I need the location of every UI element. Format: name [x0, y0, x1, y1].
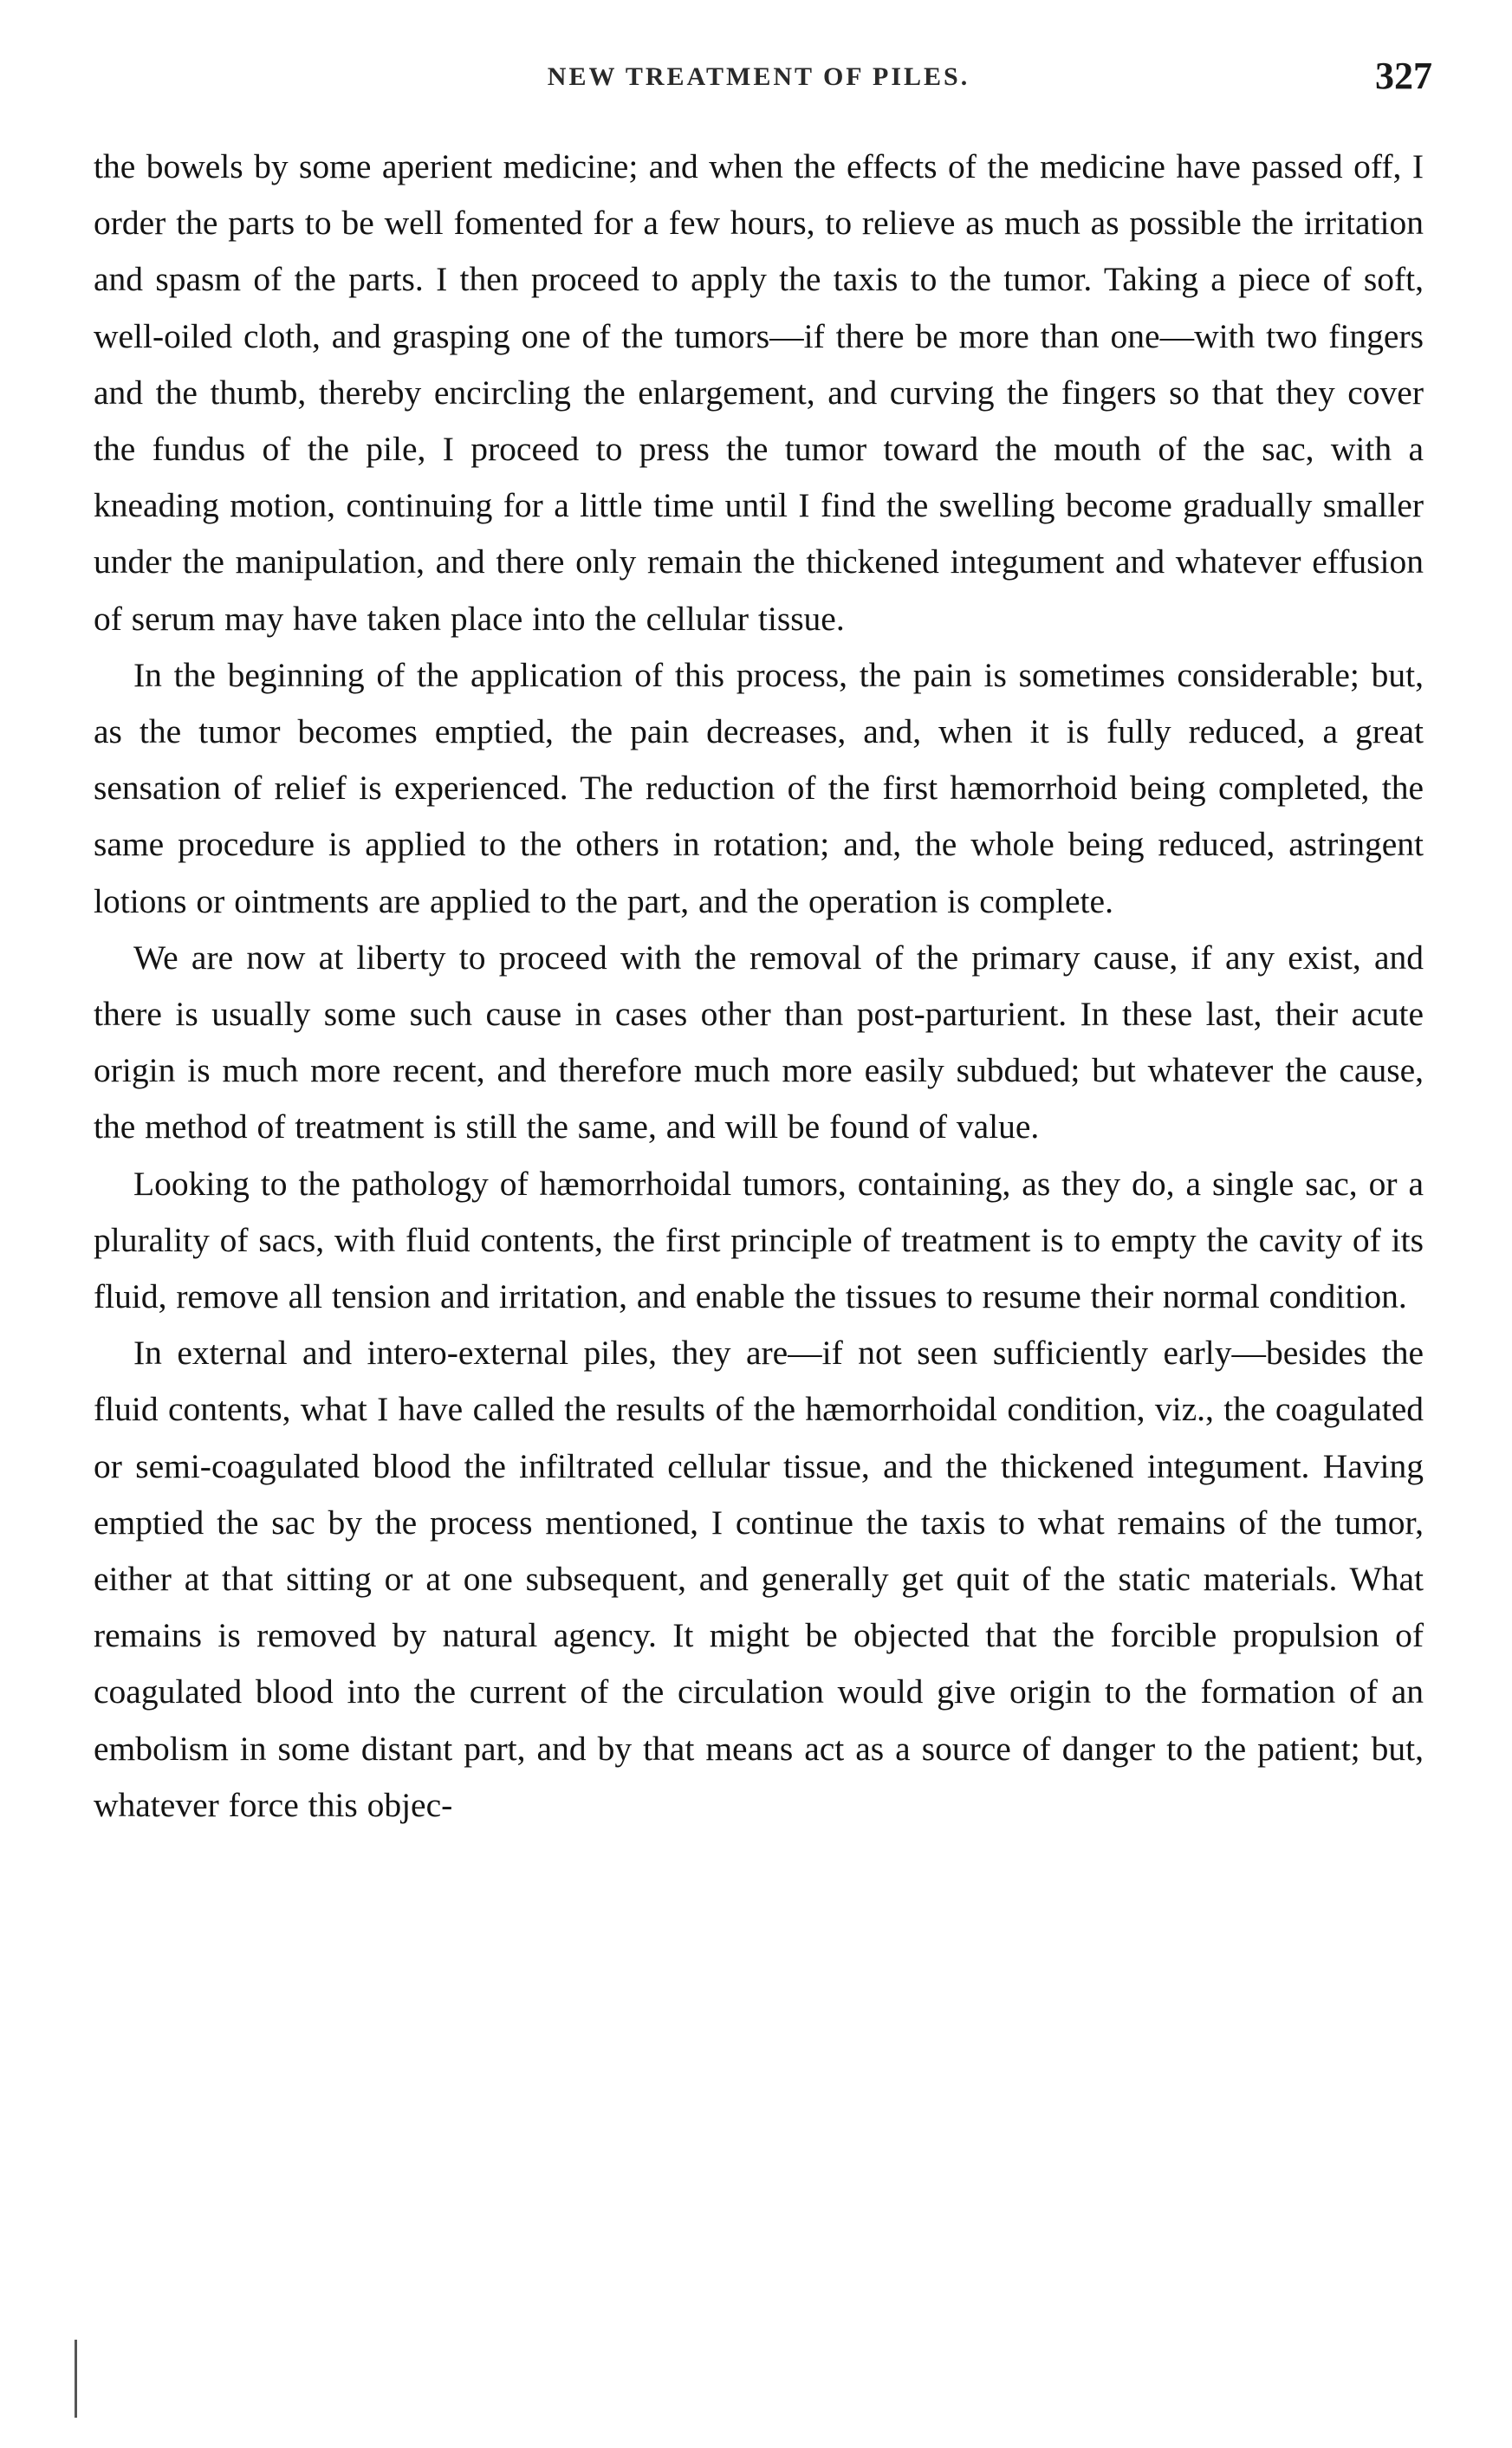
- page-number: 327: [1375, 55, 1432, 97]
- body-text: [94, 139, 1424, 1834]
- book-page: [94, 54, 1432, 1834]
- paragraph-external-piles: In external and intero-external piles, they are—if not seen sufficiently early—besides the fluid contents, what I have called the results of the hæmorrhoidal condition, viz., the coagulated or semi-coagulated blood the infiltrated cellular tissue, and the thickened integument. Having emptied the sac by the process mentioned, I continue the taxis to what remains of the tumor, either at that sitting or at one subsequent, and generally get quit of the static materials. What remains is removed by natural agency. It might be objected that the forcible propulsion of coagulated blood into the current of the circulation would give origin to the formation of an embolism in some distant part, and by that means act as a source of danger to the patient; but, whatever force this objec-: [94, 1334, 1424, 1824]
- running-title: NEW TREATMENT OF PILES.: [547, 62, 970, 91]
- running-head: [94, 54, 1432, 114]
- paragraph-continuation: the bowels by some aperient medicine; and when the effects of the medicine have passed off, I order the parts to be well fomented for a few hours, to relieve as much as possible the irritation and spasm of the parts. I then proceed to apply the taxis to the tumor. Taking a piece of soft, well-oiled cloth, and grasping one of the tumors—if there be more than one—with two fingers and the thumb, thereby encircling the enlargement, and curving the fingers so that they cover the fundus of the pile, I proceed to press the tumor toward the mouth of the sac, with a kneading motion, continuing for a little time until I find the swelling become gradually smaller under the manipulation, and there only remain the thickened integument and whatever effusion of serum may have taken place into the cellular tissue.: [94, 147, 1424, 638]
- paragraph-primary-cause: We are now at liberty to proceed with the removal of the primary cause, if any exist, and there is usually some such cause in cases other than post-parturient. In these last, their acute origin is much more recent, and therefore much more easily subdued; but whatever the cause, the method of treatment is still the same, and will be found of value.: [94, 938, 1424, 1146]
- paragraph-pathology: Looking to the pathology of hæmorrhoidal tumors, containing, as they do, a single sac, or a plurality of sacs, with fluid contents, the first principle of treatment is to empty the cavity of its fluid, remove all tension and irritation, and enable the tissues to resume their normal condition.: [94, 1164, 1424, 1316]
- paragraph-pain-reduction: In the beginning of the application of this process, the pain is sometimes considerable; but, as the tumor becomes emptied, the pain decreases, and, when it is fully reduced, a great sensation of relief is experienced. The reduction of the first hæmorrhoid being completed, the same procedure is applied to the others in rotation; and, the whole being reduced, astringent lotions or ointments are applied to the part, and the operation is complete.: [94, 655, 1424, 920]
- margin-mark: [75, 2340, 77, 2418]
